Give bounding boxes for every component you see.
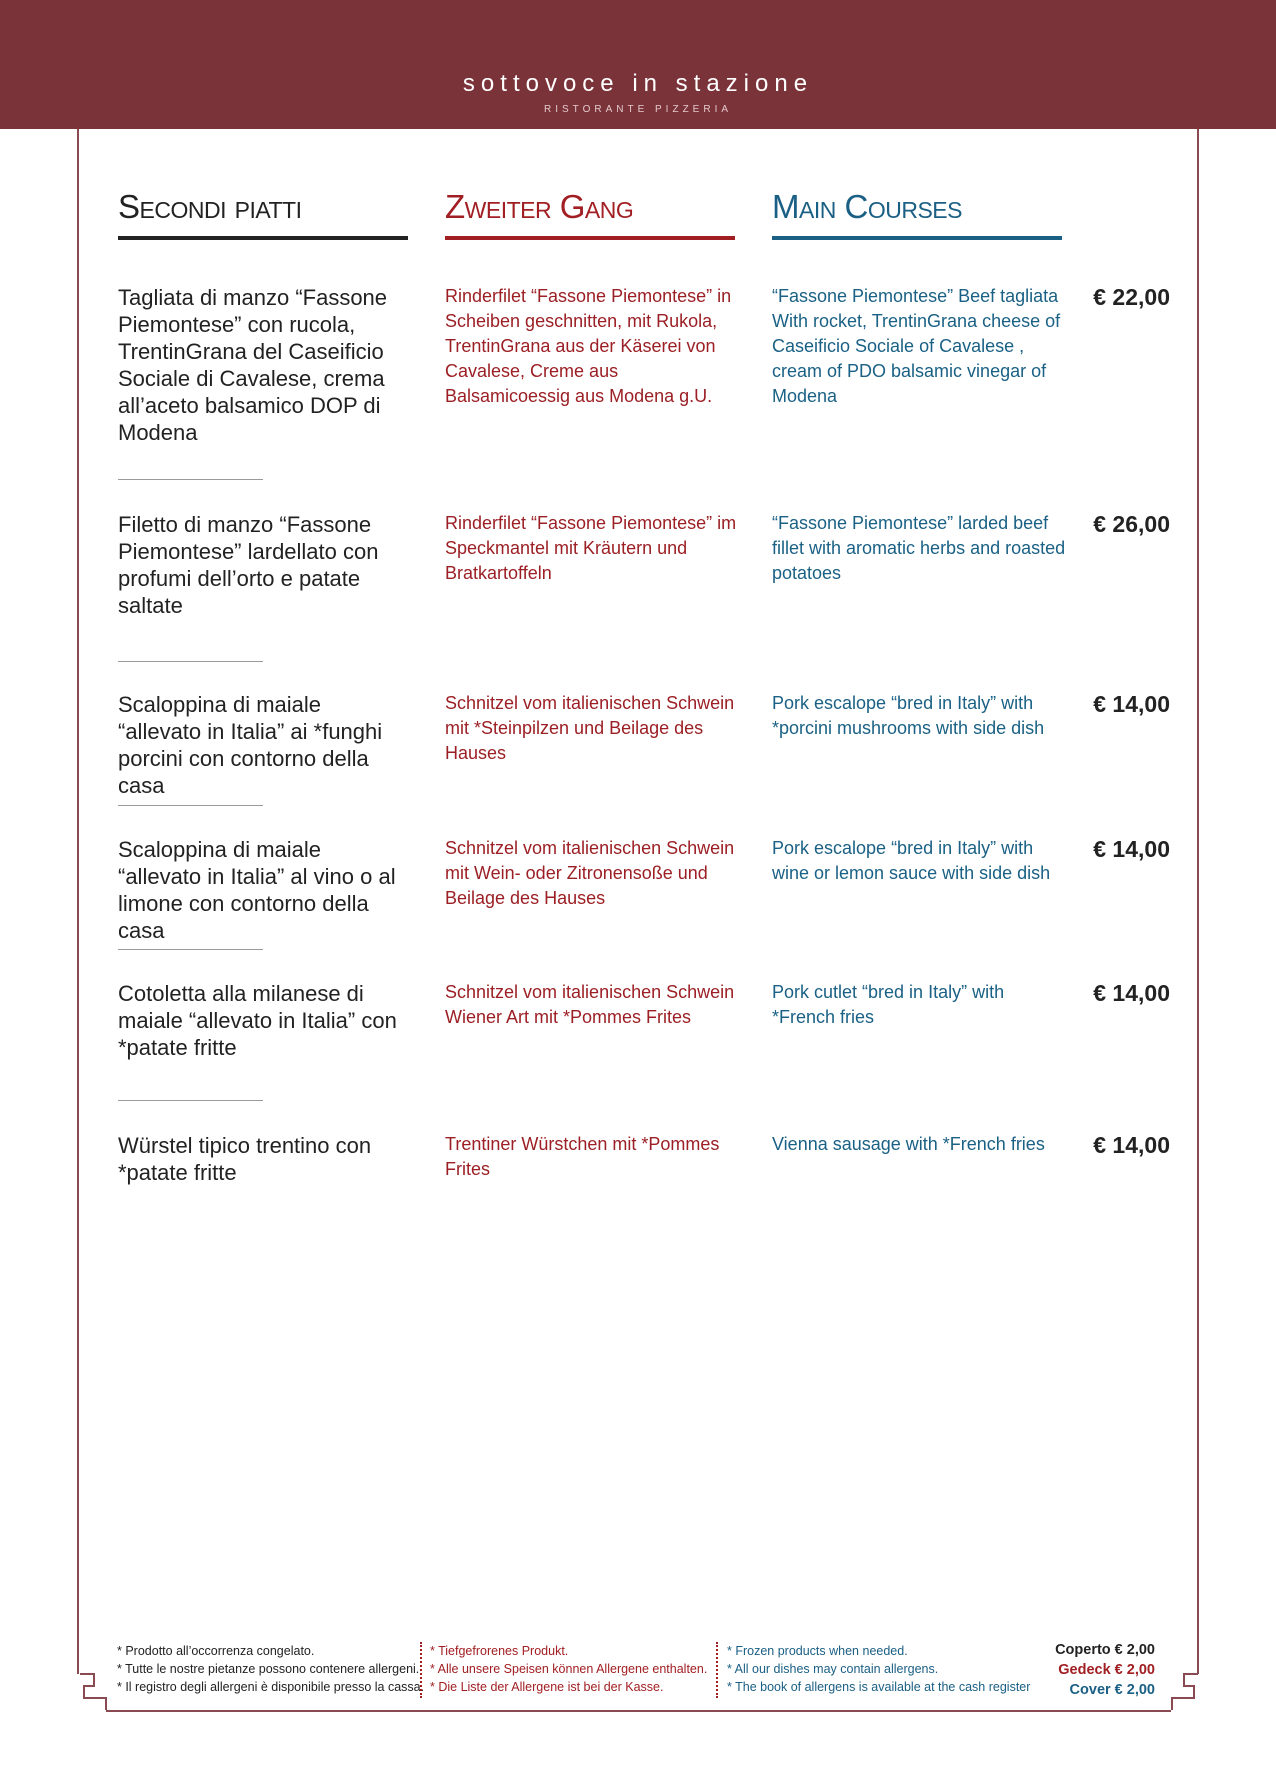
dish-price: € 26,00 [1093,511,1170,537]
dish-name-german: Schnitzel vom italienischen Schwein mit Wein- oder Zitronensoße und Beilage des Hauses [445,838,735,908]
footnote-line: * Il registro degli allergeni è disponibile presso la cassa. [117,1680,425,1694]
dish-name-italian: Scaloppina di maiale “allevato in Italia” ai *funghi porcini con contorno della casa [118,692,383,798]
dish-price: € 14,00 [1093,980,1170,1006]
frame-bottom-border [106,1710,1171,1712]
item-separator [118,949,263,950]
frame-right-border [1197,129,1199,1674]
column-heading-italian: Secondi piatti [118,188,408,240]
footnote-divider [420,1642,422,1698]
frame-left-border [77,129,79,1674]
dish-price: € 22,00 [1093,284,1170,310]
frame-corner-right [1166,1670,1198,1714]
dish-name-german: Schnitzel vom italienischen Schwein mit *Steinpilzen und Beilage des Hauses [445,693,735,763]
cover-charge-italian: Coperto € 2,00 [1055,1642,1155,1658]
footnote-line: * Die Liste der Allergene ist bei der Kasse. [430,1680,664,1694]
dish-name-italian: Würstel tipico trentino con *patate fritte [118,1133,372,1185]
dish-name-english: Pork escalope “bred in Italy” with *porcini mushrooms with side dish [772,693,1045,738]
item-separator [118,1100,263,1101]
footnote-line: * Prodotto all’occorrenza congelato. [117,1644,315,1658]
header-banner [0,0,1276,129]
footnote-line: * Tutte le nostre pietanze possono contenere allergeni. [117,1662,420,1676]
dish-name-english: Vienna sausage with *French fries [772,1134,1045,1154]
cover-charge-german: Gedeck € 2,00 [1058,1662,1155,1678]
dish-price: € 14,00 [1093,691,1170,717]
footnote-divider [716,1642,718,1698]
item-separator [118,661,263,662]
cover-charge [1000,1640,1155,1700]
footnotes-italian [117,1642,424,1696]
dish-name-italian: Tagliata di manzo “Fassone Piemontese” con rucola, TrentinGrana del Caseificio Sociale di Cavalese, crema all’aceto balsamico DOP di Modena [118,285,388,445]
dish-name-italian: Cotoletta alla milanese di maiale “allevato in Italia” con *patate fritte [118,981,397,1060]
column-heading-german: Zweiter Gang [445,188,735,240]
item-separator [118,805,263,806]
footnotes-english [727,1642,1030,1696]
dish-name-english: “Fassone Piemontese” larded beef fillet with aromatic herbs and roasted potatoes [772,513,1066,583]
column-heading-english: Main Courses [772,188,1062,240]
item-separator [118,479,263,480]
dish-price: € 14,00 [1093,836,1170,862]
dish-name-german: Rinderfilet “Fassone Piemontese” im Speckmantel mit Kräutern und Bratkartoffeln [445,513,737,583]
footnote-line: * Alle unsere Speisen können Allergene enthalten. [430,1662,708,1676]
restaurant-name: sottovoce in stazione [462,70,814,97]
dish-price: € 14,00 [1093,1132,1170,1158]
dish-name-german: Trentiner Würstchen mit *Pommes Frites [445,1134,720,1179]
footnotes-german [430,1642,707,1696]
footnote-line: * Tiefgefrorenes Produkt. [430,1644,569,1658]
cover-charge-english: Cover € 2,00 [1069,1682,1155,1698]
dish-name-italian: Filetto di manzo “Fassone Piemontese” lardellato con profumi dell’orto e patate saltate [118,512,379,618]
restaurant-subtitle: RISTORANTE PIZZERIA [543,104,733,115]
footnote-line: * The book of allergens is available at the cash register [727,1680,1031,1694]
dish-name-german: Rinderfilet “Fassone Piemontese” in Scheiben geschnitten, mit Rukola, TrentinGrana aus der Käserei von Cavalese, Creme aus Balsamicoessig aus Modena g.U. [445,286,732,406]
frame-corner-left [80,1670,112,1714]
dish-name-german: Schnitzel vom italienischen Schwein Wiener Art mit *Pommes Frites [445,982,735,1027]
dish-name-italian: Scaloppina di maiale “allevato in Italia” al vino o al limone con contorno della casa [118,837,396,943]
footnote-line: * All our dishes may contain allergens. [727,1662,939,1676]
dish-name-english: Pork escalope “bred in Italy” with wine or lemon sauce with side dish [772,838,1051,883]
footnote-line: * Frozen products when needed. [727,1644,908,1658]
dish-name-english: “Fassone Piemontese” Beef tagliata With rocket, TrentinGrana cheese of Caseificio Sociale of Cavalese , cream of PDO balsamic vinegar of Modena [772,286,1061,406]
dish-name-english: Pork cutlet “bred in Italy” with *French fries [772,982,1005,1027]
